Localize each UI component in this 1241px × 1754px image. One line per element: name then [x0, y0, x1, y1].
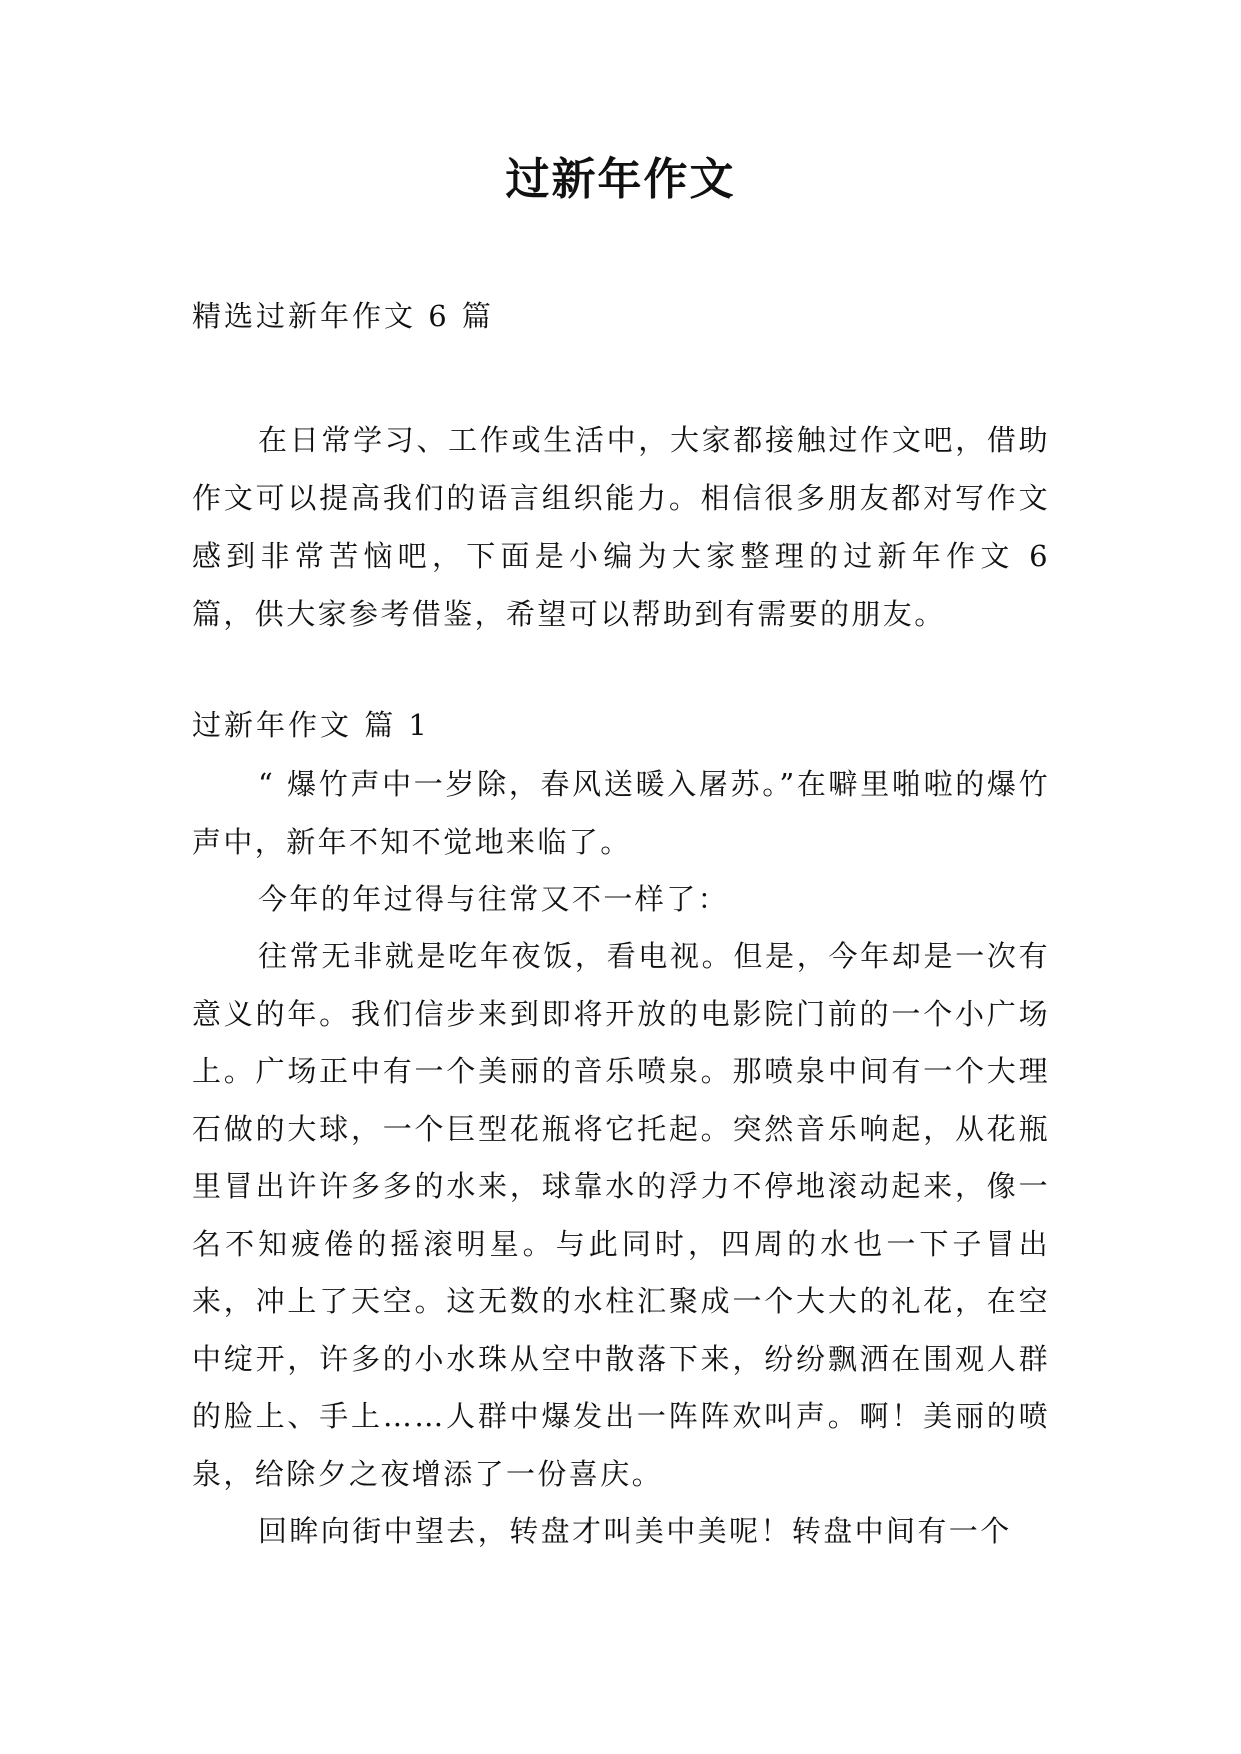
body-paragraph: 回眸向街中望去，转盘才叫美中美呢！转盘中间有一个 [258, 1514, 1012, 1548]
body-paragraph: 往常无非就是吃年夜饭，看电视。但是，今年却是一次有意义的年。我们信步来到即将开放的电影院门前的一个小广场上。广场正中有一个美丽的音乐喷泉。那喷泉中间有一个大理石做的大球，一个巨型花瓶将它托起。突然音乐响起，从花瓶里冒出许许多多的水来，球靠水的浮力不停地滚动起来，像一名不知疲倦的摇滚明星。与此同时，四周的水也一下子冒出来，冲上了天空。这无数的水柱汇聚成一个大大的礼花，在空中绽开，许多的小水珠从空中散落下来，纷纷飘洒在围观人群的脸上、手上……人群中爆发出一阵阵欢叫声。啊！美丽的喷泉，给除夕之夜增添了一份喜庆。 [192, 939, 1050, 1491]
intro-paragraph: 在日常学习、工作或生活中，大家都接触过作文吧，借助作文可以提高我们的语言组织能力。相信很多朋友都对写作文感到非常苦恼吧，下面是小编为大家整理的过新年作文 6 篇，供大家参考借鉴，希望可以帮助到有需要的朋友。 [192, 423, 1050, 631]
body-paragraph: “ 爆竹声中一岁除，春风送暖入屠苏。”在噼里啪啦的爆竹声中，新年不知不觉地来临了。 [192, 767, 1050, 859]
page-title: 过新年作文 [505, 154, 736, 205]
section-heading: 过新年作文 篇 1 [192, 708, 430, 742]
document-subtitle: 精选过新年作文 6 篇 [192, 299, 494, 333]
body-paragraph: 今年的年过得与往常又不一样了： [258, 882, 730, 916]
